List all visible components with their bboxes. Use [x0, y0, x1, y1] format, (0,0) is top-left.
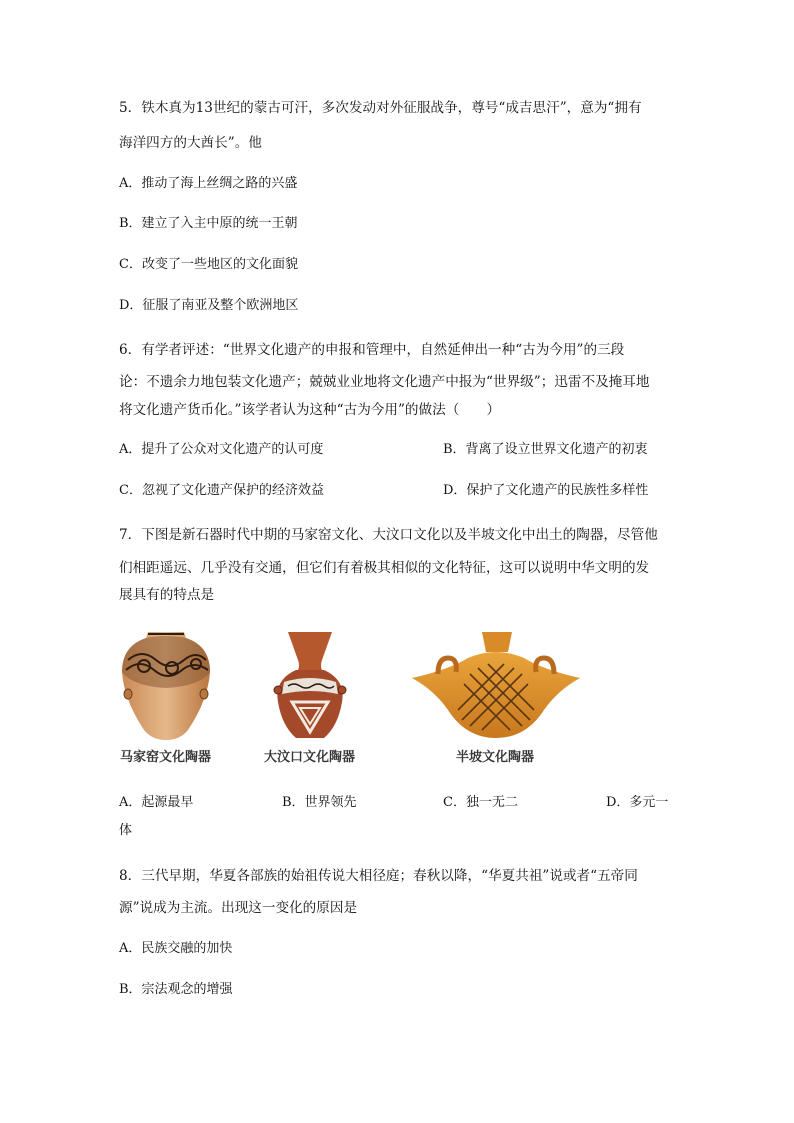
q7-option-d: D．多元一	[606, 795, 669, 810]
q8-stem-line2: 源”说成为主流。出现这一变化的原因是	[119, 900, 358, 916]
q7-option-a: A．起源最早	[119, 795, 194, 810]
q6-option-d: D．保护了文化遗产的民族性多样性	[443, 483, 649, 498]
q5-option-c: C．改变了一些地区的文化面貌	[119, 257, 298, 272]
q7-option-b: B．世界领先	[282, 795, 357, 810]
q5-option-a: A．推动了海上丝绸之路的兴盛	[119, 176, 298, 191]
q6-stem-line2: 论：不遗余力地包装文化遗产；兢兢业业地将文化遗产中报为“世界级”；迅雷不及掩耳地	[119, 374, 650, 390]
caption-dawenkou: 大汶口文化陶器	[264, 750, 356, 765]
caption-majiayao: 马家窑文化陶器	[120, 750, 212, 765]
q5-stem-line1: 5．铁木真为13世纪的蒙古可汗，多次发动对外征服战争，尊号“成吉思汗”，意为“拥有	[119, 100, 642, 116]
q8-option-a: A．民族交融的加快	[119, 941, 233, 956]
q5-stem-line2: 海洋四方的大酋长”。他	[119, 135, 262, 151]
banpo-pottery-image	[408, 630, 584, 742]
q5-option-b: B．建立了入主中原的统一王朝	[119, 216, 298, 231]
q7-stem-line1: 7．下图是新石器时代中期的马家窑文化、大汶口文化以及半坡文化中出土的陶器，尽管他	[119, 527, 658, 543]
caption-banpo: 半坡文化陶器	[456, 750, 535, 765]
q6-option-a: A．提升了公众对文化遗产的认可度	[119, 442, 324, 457]
q6-option-c: C．忽视了文化遗产保护的经济效益	[119, 483, 324, 498]
q6-option-b: B．背离了设立世界文化遗产的初衷	[443, 442, 648, 457]
q7-option-c: C．独一无二	[443, 795, 518, 810]
q8-stem-line1: 8．三代早期，华夏各部族的始祖传说大相径庭；春秋以降，“华夏共祖”说或者“五帝同	[119, 868, 638, 884]
q7-stem-line2: 们相距遥远、几乎没有交通，但它们有着极其相似的文化特征，这可以说明中华文明的发	[119, 560, 650, 576]
q6-stem-line3: 将文化遗产货币化。”该学者认为这种“古为今用”的做法（ ）	[119, 402, 501, 418]
q6-stem-line1: 6．有学者评述：“世界文化遗产的申报和管理中，自然延伸出一种“古为今用”的三段	[119, 342, 625, 358]
q7-stem-line3: 展具有的特点是	[119, 587, 215, 603]
q8-option-b: B．宗法观念的增强	[119, 982, 233, 997]
majiayao-pottery-image	[120, 630, 212, 742]
q7-option-d-wrap: 体	[119, 823, 133, 838]
q5-option-d: D．征服了南亚及整个欧洲地区	[119, 298, 299, 313]
dawenkou-pottery-image	[272, 630, 348, 742]
